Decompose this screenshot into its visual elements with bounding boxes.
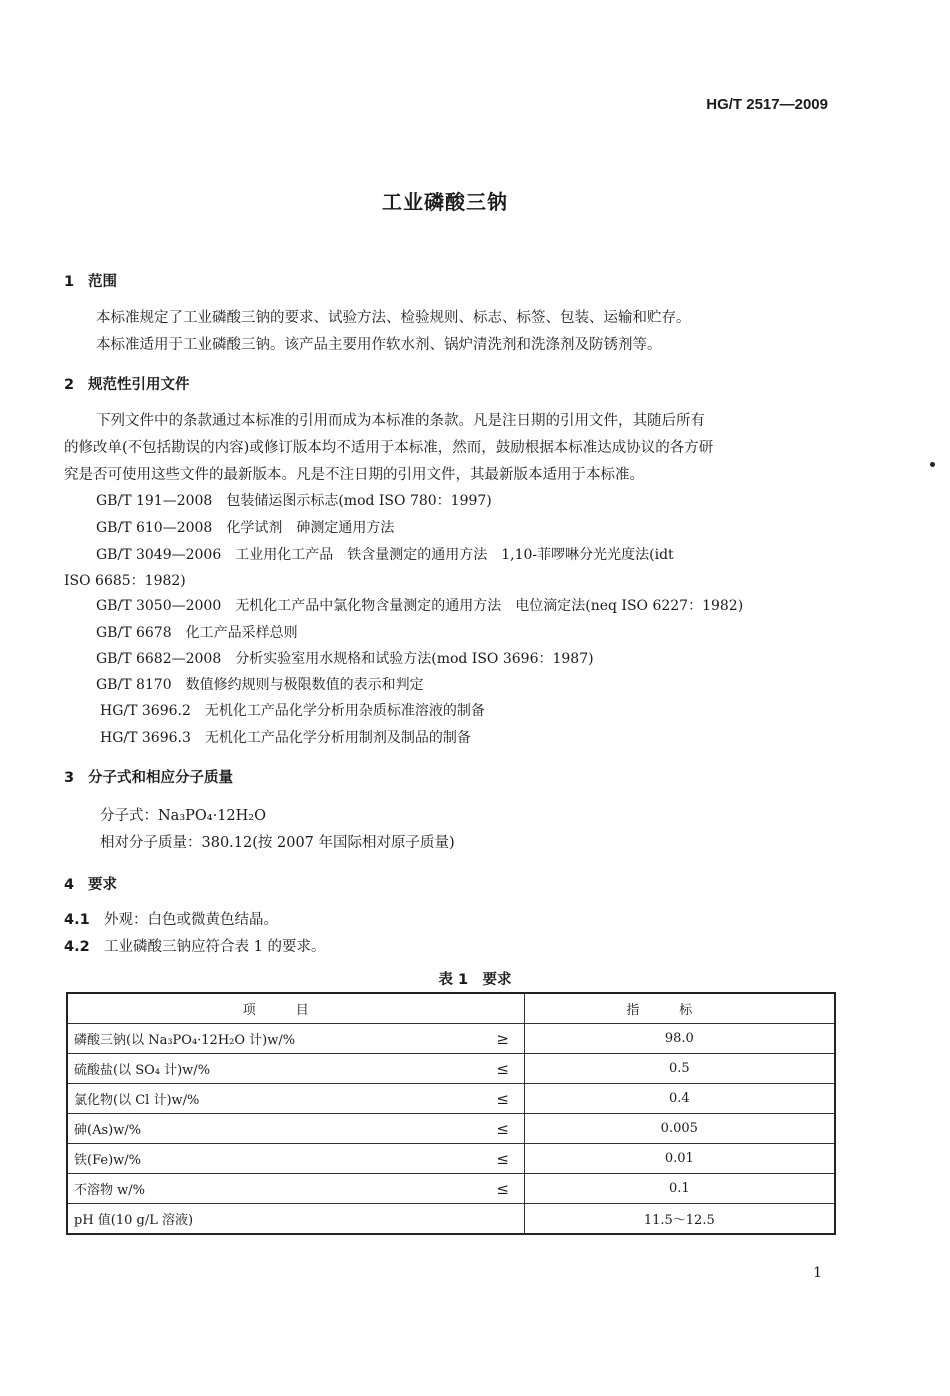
row-item: pH 值(10 g/L 溶液) xyxy=(67,1204,482,1235)
row-item: 氯化物(以 Cl 计)w/% xyxy=(67,1084,482,1114)
table-row xyxy=(67,1024,835,1054)
row-operator: ≤ xyxy=(482,1114,524,1144)
section-title: 规范性引用文件 xyxy=(88,377,190,393)
section-3-heading xyxy=(64,766,233,787)
row-value: 0.4 xyxy=(524,1084,835,1114)
section-4-heading xyxy=(64,873,117,894)
table-row xyxy=(67,1144,835,1174)
row-item: 铁(Fe)w/% xyxy=(67,1144,482,1174)
row-value: 0.1 xyxy=(524,1174,835,1204)
reference-item: GB/T 8170 数值修约规则与极限数值的表示和判定 xyxy=(96,677,424,693)
table-row xyxy=(67,1114,835,1144)
row-operator xyxy=(482,1204,524,1235)
row-value: 0.01 xyxy=(524,1144,835,1174)
paragraph: 下列文件中的条款通过本标准的引用而成为本标准的条款。凡是注日期的引用文件，其随后所有 xyxy=(96,413,705,429)
section-2-heading xyxy=(64,373,190,394)
row-operator: ≤ xyxy=(482,1054,524,1084)
document-title: 工业磷酸三钠 xyxy=(382,190,508,214)
section-1-heading xyxy=(64,270,117,291)
subsection-number: 4.2 xyxy=(64,939,90,955)
row-value: 98.0 xyxy=(524,1024,835,1054)
row-value: 0.5 xyxy=(524,1054,835,1084)
reference-item: GB/T 6682—2008 分析实验室用水规格和试验方法(mod ISO 3696：1987) xyxy=(96,651,594,667)
row-operator: ≤ xyxy=(482,1084,524,1114)
row-item: 不溶物 w/% xyxy=(67,1174,482,1204)
reference-item: GB/T 6678 化工产品采样总则 xyxy=(96,625,298,641)
reference-item: GB/T 3049—2006 工业用化工产品 铁含量测定的通用方法 1,10-菲啰啉分光光度法(idt xyxy=(96,547,674,563)
reference-item: GB/T 3050—2000 无机化工产品中氯化物含量测定的通用方法 电位滴定法(neq ISO 6227：1982) xyxy=(96,598,744,614)
table-row xyxy=(67,1084,835,1114)
table-row xyxy=(67,1054,835,1084)
row-operator: ≥ xyxy=(482,1024,524,1054)
section-title: 范围 xyxy=(88,274,117,290)
scan-mark xyxy=(930,462,935,467)
subsection-4-1 xyxy=(64,908,278,929)
page-number: 1 xyxy=(813,1265,822,1281)
row-item: 硫酸盐(以 SO₄ 计)w/% xyxy=(67,1054,482,1084)
paragraph: 究是否可使用这些文件的最新版本。凡是不注日期的引用文件，其最新版本适用于本标准。 xyxy=(64,467,644,483)
reference-item: GB/T 191—2008 包装储运图示标志(mod ISO 780：1997) xyxy=(96,493,492,509)
row-value: 11.5～12.5 xyxy=(524,1204,835,1235)
reference-item: HG/T 3696.3 无机化工产品化学分析用制剂及制品的制备 xyxy=(100,730,471,746)
requirements-table xyxy=(66,992,836,1235)
section-title: 分子式和相应分子质量 xyxy=(88,770,233,786)
section-title: 要求 xyxy=(88,877,117,893)
subsection-4-2 xyxy=(64,935,325,956)
molecular-mass: 相对分子质量：380.12(按 2007 年国际相对原子质量) xyxy=(100,835,455,851)
subsection-text: 工业磷酸三钠应符合表 1 的要求。 xyxy=(104,939,326,955)
table-caption: 表 1 要求 xyxy=(438,972,512,988)
section-number: 1 xyxy=(64,274,75,290)
row-item: 磷酸三钠(以 Na₃PO₄·12H₂O 计)w/% xyxy=(67,1024,482,1054)
row-operator: ≤ xyxy=(482,1174,524,1204)
section-number: 2 xyxy=(64,377,75,393)
paragraph: 的修改单(不包括勘误的内容)或修订版本均不适用于本标准，然而，鼓励根据本标准达成协议的各方研 xyxy=(64,440,714,456)
paragraph: 本标准规定了工业磷酸三钠的要求、试验方法、检验规则、标志、标签、包装、运输和贮存。 xyxy=(96,310,691,326)
row-operator: ≤ xyxy=(482,1144,524,1174)
header-value: 指标 xyxy=(524,993,835,1024)
subsection-number: 4.1 xyxy=(64,912,90,928)
table-header-row xyxy=(67,993,835,1024)
table-row xyxy=(67,1204,835,1235)
standard-code: HG/T 2517—2009 xyxy=(706,96,828,113)
subsection-text: 外观：白色或微黄色结晶。 xyxy=(104,912,278,928)
reference-item: GB/T 610—2008 化学试剂 砷测定通用方法 xyxy=(96,520,395,536)
table-row xyxy=(67,1174,835,1204)
reference-item: HG/T 3696.2 无机化工产品化学分析用杂质标准溶液的制备 xyxy=(100,703,485,719)
row-value: 0.005 xyxy=(524,1114,835,1144)
paragraph: 本标准适用于工业磷酸三钠。该产品主要用作软水剂、锅炉清洗剂和洗涤剂及防锈剂等。 xyxy=(96,337,662,353)
header-item: 项目 xyxy=(67,993,524,1024)
section-number: 4 xyxy=(64,877,75,893)
row-item: 砷(As)w/% xyxy=(67,1114,482,1144)
molecular-formula: 分子式：Na₃PO₄·12H₂O xyxy=(100,808,267,824)
section-number: 3 xyxy=(64,770,75,786)
reference-item: ISO 6685：1982) xyxy=(64,573,186,589)
